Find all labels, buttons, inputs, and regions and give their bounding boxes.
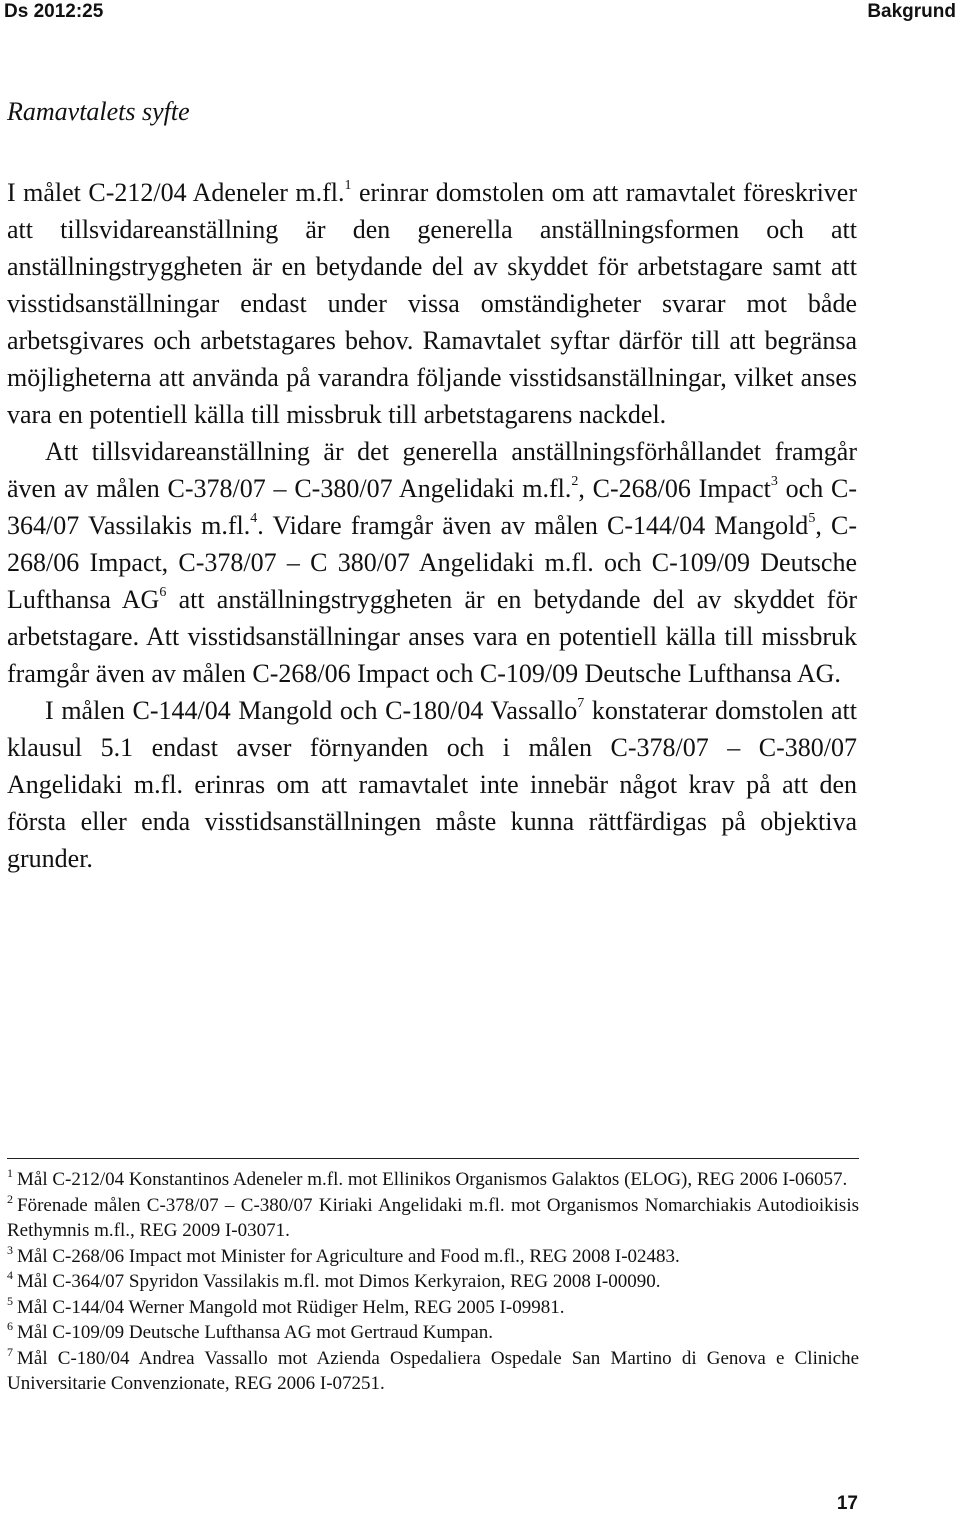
footnote [7,1346,859,1397]
chapter-title: Bakgrund [867,1,956,22]
footnote-reference: 2 [571,474,579,489]
footnote-number: 7 [7,1344,13,1359]
footnote-number: 4 [7,1268,13,1282]
footnote [7,1320,859,1346]
footnote-number: 2 [7,1191,13,1206]
paragraph-text: konstaterar domstolen att klausul 5.1 endast avser förnyanden och i målen C-378/07 – C-380/07 Angelidaki m.fl. erinras om att ramavtalet inte innebär något krav på att den första eller enda visstidsanställningen måste kunna rättfärdigas på objektiva grunder. [7,696,857,873]
footnote-number: 3 [7,1242,13,1257]
paragraph-text: I målet C-212/04 Adeneler m.fl. [7,178,345,207]
footnote [7,1193,859,1244]
footnote-separator [7,1158,859,1159]
footnote-text: Mål C-144/04 Werner Mangold mot Rüdiger Helm, REG 2005 I-09981. [17,1296,565,1318]
running-header [0,0,960,28]
footnote [7,1167,859,1193]
paragraph [7,692,857,877]
section-title: Ramavtalets syfte [7,97,190,126]
paragraph-text: , C-268/06 Impact, C-378/07 – C 380/07 Angelidaki m.fl. och C-109/09 Deutsche Lufthansa AG [7,511,858,614]
footnote-number: 5 [7,1293,13,1308]
footnote-text: Mål C-180/04 Andrea Vassallo mot Azienda Ospedaliera Ospedale San Martino di Genova e Cliniche Universitarie Convenzionate, REG 2006 I-07251. [7,1347,859,1394]
footnote-reference: 4 [250,511,258,526]
footnote-number: 6 [7,1319,13,1333]
footnote-text: Mål C-364/07 Spyridon Vassilakis m.fl. mot Dimos Kerkyraion, REG 2008 I-00090. [17,1271,661,1292]
paragraph-text: I målen C-144/04 Mangold och C-180/04 Vassallo [45,696,578,725]
footnote-text: Mål C-109/09 Deutsche Lufthansa AG mot Gertraud Kumpan. [17,1322,493,1343]
footnote-reference: 3 [770,474,778,489]
paragraph [7,174,857,433]
footnote-reference: 6 [159,585,167,600]
footnote-reference: 1 [344,178,352,193]
footnote [7,1244,859,1270]
paragraph-text: Att tillsvidareanställning är det generella anställningsförhållandet framgår även av målen C-378/07 – C-380/07 Angelidaki m.fl. [7,437,857,503]
paragraph [7,433,857,692]
footnotes [7,1167,859,1397]
paragraph-text: . Vidare framgår även av målen C-144/04 Mangold [257,511,809,540]
footnote-reference: 5 [808,511,816,526]
page-number: 17 [836,1493,858,1514]
footnote-text: Mål C-268/06 Impact mot Minister for Agriculture and Food m.fl., REG 2008 I-02483. [17,1245,680,1267]
paragraph-text: , C-268/06 Impact [578,474,771,503]
footnote-reference: 7 [577,696,585,711]
footnote [7,1295,859,1321]
body-text [7,92,857,877]
footnote-text: Förenade målen C-378/07 – C-380/07 Kiriaki Angelidaki m.fl. mot Organismos Nomarchiakis Autodioikisis Rethymnis m.fl., REG 2009 I-03071. [7,1194,859,1241]
footnote-number: 1 [7,1166,13,1180]
document-id: Ds 2012:25 [4,1,104,22]
footnote-text: Mål C-212/04 Konstantinos Adeneler m.fl. mot Ellinikos Organismos Galaktos (ELOG), REG 2006 I-06057. [17,1169,848,1190]
paragraph-text: erinrar domstolen om att ramavtalet föreskriver att tillsvidareanställning är den generella anställningsformen och att anställningstryggheten är en betydande del av skyddet för arbetstagare samt att visstidsanställningar endast under vissa omständigheter svarar mot både arbetsgivares och arbetstagares behov. Ramavtalet syftar därför till att begränsa möjligheterna att använda på varandra följande visstidsanställningar, vilket anses vara en potentiell källa till missbruk till arbetstagarens nackdel. [7,178,857,429]
paragraph-text: och C-364/07 Vassilakis m.fl. [7,474,857,540]
paragraph-text: att anställningstryggheten är en betydande del av skyddet för arbetstagare. Att visstidsanställningar anses vara en potentiell källa till missbruk framgår även av målen C-268/06 Impact och C-109/09 Deutsche Lufthansa AG. [7,585,857,688]
footnote [7,1269,859,1295]
